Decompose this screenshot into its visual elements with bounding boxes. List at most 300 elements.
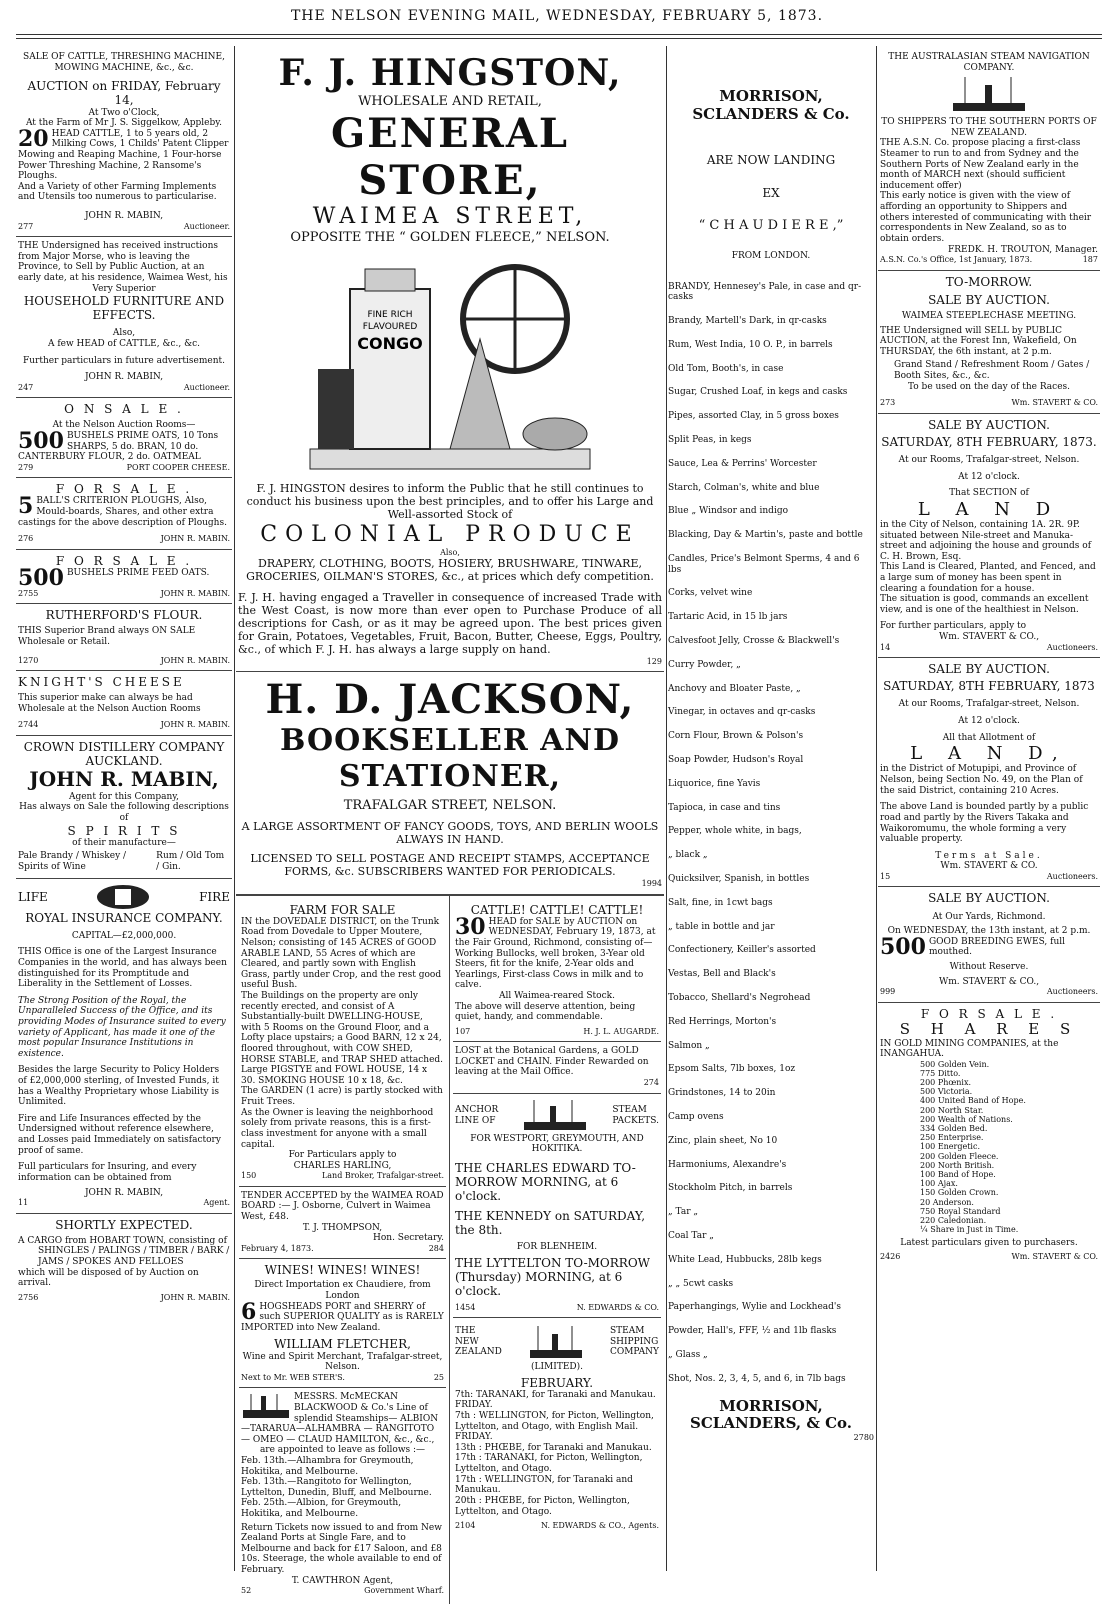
- list-item: „ Tar „: [668, 1207, 699, 1218]
- list-item: Salmon „: [668, 1040, 710, 1051]
- ad-text: F. J. HINGSTON desires to inform the Public that he still continues to conduct his business upon the best principles, and to offer his Large and Well-assorted Stock of: [246, 482, 654, 522]
- list-item: Curry Powder, „: [668, 659, 741, 670]
- list-item: Camp ovens: [668, 1111, 724, 1122]
- list-item: Calvesfoot Jelly, Crosse & Blackwell's: [668, 636, 840, 646]
- ad-text: Besides the large Security to Policy Holders of £2,000,000 sterling, of Invested Funds, it has a Wealthy Proprietary whose Liability is Unlimited.: [18, 1065, 220, 1108]
- ad-text: All that Allotment of: [942, 732, 1036, 743]
- ad-ref: 15: [880, 871, 891, 881]
- ad-text: 13th : PHŒBE, for Taranaki and Manukau.: [455, 1442, 652, 1453]
- ad-text: WAIMEA STEEPLECHASE MEETING.: [901, 310, 1077, 321]
- list-item: Blue „ Windsor and indigo: [668, 506, 789, 517]
- ad-text: At Our Yards, Richmond.: [932, 911, 1046, 922]
- ad-ref: 276: [18, 534, 34, 544]
- ad-signer: JOHN R. MABIN.: [160, 720, 230, 730]
- ad-farm: [239, 899, 446, 1187]
- ad-text: A CARGO from HOBART TOWN, consisting of: [18, 1235, 227, 1246]
- ad-ref: 2104: [455, 1521, 476, 1531]
- list-item: Vinegar, in octaves and qr-casks: [668, 707, 816, 718]
- ad-title: H. D. JACKSON,: [265, 675, 635, 723]
- tin-label: FLAVOURED: [362, 322, 418, 333]
- ad-ref: 1270: [18, 655, 39, 665]
- ad-text: IN GOLD MINING COMPANIES, at the INANGAHUA.: [880, 1038, 1059, 1060]
- ad-title: F. J. HINGSTON,: [278, 52, 622, 94]
- ad-role: Auctioneers.: [1046, 987, 1098, 997]
- shares-list: [880, 1060, 1098, 1235]
- split-columns: [236, 895, 664, 1604]
- list-item: „ Glass „: [668, 1349, 708, 1360]
- ad-title: S H A R E S: [899, 1019, 1079, 1038]
- steamship-icon: [526, 1322, 586, 1362]
- ad-heading: SALE BY AUCTION.: [928, 662, 1050, 677]
- ad-signer: Wm. STAVERT & CO.: [1011, 1251, 1098, 1261]
- list-item: Candles, Price's Belmont Sperms, 4 and 6 lbs: [668, 554, 860, 575]
- ad-signer: N. EDWARDS & CO.: [576, 1302, 659, 1312]
- list-item: Pepper, whole white, in bags,: [668, 826, 802, 837]
- ad-text: FROM LONDON.: [731, 251, 811, 262]
- ad-heading: RUTHERFORD'S FLOUR.: [45, 608, 203, 623]
- list-item: Old Tom, Booth's, in case: [668, 363, 784, 374]
- list-item: Red Herrings, Morton's: [668, 1016, 777, 1027]
- ad-cattle-sale: [16, 48, 232, 237]
- ad-text: 20th : PHŒBE, for Picton, Wellington, Lyttelton, and Otago.: [455, 1495, 630, 1517]
- ad-text: 17th : TARANAKI, for Picton, Wellington, Lyttelton, and Otago.: [455, 1453, 643, 1475]
- list-item: „ black „: [668, 850, 708, 861]
- ad-signer: Wm. STAVERT & CO.: [940, 861, 1038, 872]
- list-item: Vestas, Bell and Black's: [668, 969, 776, 980]
- ad-text: At our Rooms, Trafalgar-street, Nelson.: [898, 454, 1080, 465]
- ad-text: SHIPPING: [609, 1336, 659, 1347]
- list-item: „ table in bottle and jar: [668, 921, 775, 932]
- list-item: Tartaric Acid, in 15 lb jars: [668, 612, 788, 623]
- ad-role: Auctioneers.: [1046, 871, 1098, 881]
- column-2: [236, 48, 664, 1596]
- ad-lost: [453, 1042, 661, 1093]
- ad-text: Agent for this Company,: [68, 791, 180, 802]
- ad-text: At the Farm of Mr J. S. Siggelkow, Appleby.: [25, 118, 223, 129]
- ad-heading: SHORTLY EXPECTED.: [55, 1217, 193, 1232]
- ad-signer: JOHN R. MABIN,: [84, 211, 164, 222]
- ad-text: A.S.N. Co.'s Office, 1st January, 1873.: [880, 255, 1033, 265]
- list-item: Powder, Hall's, FFF, ½ and 1lb flasks: [668, 1326, 837, 1337]
- tin-label: CONGO: [357, 334, 423, 354]
- list-item: Epsom Salts, 7lb boxes, 1oz: [668, 1064, 796, 1075]
- ad-text: This superior make can always be had Wholesale at the Nelson Auction Rooms: [18, 693, 201, 714]
- list-item: 750 Royal Standard: [920, 1206, 1001, 1216]
- ad-list: Pale Brandy / Whiskey / Spirits of Wine: [18, 851, 127, 872]
- list-item: 200 North Star.: [920, 1105, 984, 1115]
- ad-text: ANCHOR: [455, 1104, 499, 1115]
- ad-text: LINE OF: [455, 1115, 496, 1126]
- royal-arms-icon: [93, 883, 153, 911]
- column-rule: [876, 46, 877, 1571]
- ad-text: At 12 o'clock.: [958, 471, 1020, 482]
- masthead-rule: [16, 34, 1102, 35]
- ad-text: For further particulars, apply to: [880, 621, 1027, 632]
- ad-role: Auctioneer.: [183, 221, 230, 231]
- ad-text: THE A.S.N. Co. propose placing a first-class Steamer to run to and from Sydney and the Southern Ports of New Zealand early in the month of MARCH next (should sufficient inducement offer): [880, 138, 1081, 191]
- list-item: Split Peas, in kegs: [668, 435, 752, 446]
- ad-title: L A N D,: [910, 743, 1068, 765]
- ad-text: The above will deserve attention, being quiet, handy, and commendable.: [455, 1001, 636, 1023]
- ad-heading: SALE BY AUCTION.: [928, 891, 1050, 906]
- ad-cheese: [16, 671, 232, 736]
- ad-text: The Buildings on the property are only recently erected, and consist of A Substantially-built DWELLING-HOUSE, with 5 Rooms on the Ground Floor, and a Lofty place upstairs; a Good BARN, 12 x 24, floored throughout, with COW SHED, HORSE STABLE, and TRAP SHED attached. Large PIGSTYE and FOWL HOUSE, 14 x 30. SMOKING HOUSE 10 x 18, &c.: [241, 991, 444, 1086]
- ad-text: Next to Mr. WEB STER'S.: [241, 1372, 345, 1382]
- ad-text: THIS Office is one of the Largest Insurance Companies in the world, and has always been distinguished for its Promptitude and Liberality in the Settlement of Losses.: [18, 947, 227, 990]
- right-subcolumn: [450, 896, 664, 1604]
- ad-text: LIFE: [18, 889, 48, 904]
- ad-text: IN the DOVEDALE DISTRICT, on the Trunk Road from Dovedale to Upper Moutere, Nelson; consisting of 145 ACRES of GOOD ARABLE LAND, 55 Acres of which are Cleared, and partly sown with English Grass, partly under Crop, and the rest good useful Bush.: [241, 916, 442, 991]
- ad-heading: FARM FOR SALE: [289, 902, 396, 917]
- ad-text: Terms at Sale.: [935, 850, 1043, 861]
- list-item: Harmoniums, Alexandre's: [668, 1159, 787, 1170]
- ad-heading: THE AUSTRALASIAN STEAM NAVIGATION COMPANY.: [888, 52, 1090, 73]
- masthead-rule-2: [16, 38, 1102, 39]
- ad-tender: [239, 1187, 446, 1259]
- ad-date: February 4, 1873.: [241, 1243, 314, 1253]
- ad-text: THIS Superior Brand always ON SALE Wholesale or Retail.: [18, 626, 196, 647]
- ad-household: [16, 237, 232, 398]
- list-item: Zinc, plain sheet, No 10: [668, 1135, 778, 1146]
- list-item: 200 Phœnix.: [920, 1078, 972, 1088]
- ad-signer: Wm. STAVERT & CO.: [1011, 398, 1098, 408]
- ad-land-motupipi: [878, 658, 1100, 887]
- ad-heading: SALE BY AUCTION.: [928, 417, 1050, 432]
- ad-text: At Two o'Clock,: [88, 107, 160, 118]
- list-item: Pipes, assorted Clay, in 5 gross boxes: [668, 411, 839, 422]
- ad-role: Wine and Spirit Merchant, Trafalgar-street, Nelson.: [242, 1351, 443, 1373]
- list-item: Corn Flour, Brown & Polson's: [668, 731, 804, 742]
- list-item: Rum, West India, 10 O. P., in barrels: [668, 339, 833, 350]
- ad-text: are appointed to leave as follows :—: [259, 1445, 426, 1456]
- ad-ref: 14: [880, 642, 891, 652]
- ad-text: The situation is good, commands an excellent view, and is one of the healthiest in Nelson.: [880, 594, 1089, 615]
- ad-ref: 2755: [18, 588, 39, 598]
- list-item: Shot, Nos. 2, 3, 4, 5, and 6, in 7lb bags: [668, 1373, 846, 1384]
- ad-text: TRAFALGAR STREET, NELSON.: [343, 797, 557, 813]
- ad-text: 17th : WELLINGTON, for Taranaki and Manukau.: [455, 1474, 633, 1496]
- list-item: Liquorice, fine Yavis: [668, 778, 761, 789]
- ad-insurance: [16, 879, 232, 1214]
- ad-title: COLONIAL PRODUCE: [260, 522, 640, 548]
- ad-text: Also,: [440, 548, 460, 558]
- ad-text: FIRE: [199, 889, 230, 904]
- ad-signer: JOHN R. MABIN.: [160, 1292, 230, 1302]
- ad-signer: N. EDWARDS & CO., Agents.: [540, 1521, 659, 1531]
- ad-signer: WILLIAM FLETCHER,: [274, 1337, 411, 1352]
- list-item: Coal Tar „: [668, 1230, 714, 1241]
- ad-text: BUSHELS PRIME OATS, 10 Tons SHARPS, 5 do. BRAN, 10 do. CANTERBURY FLOUR, 2 do. OATMEAL: [18, 431, 219, 463]
- ad-ewes: [878, 887, 1100, 1002]
- ad-text: THE LYTTELTON TO-MORROW (Thursday) MORNING, at 6 o'clock.: [455, 1256, 651, 1299]
- ad-text: To be used on the day of the Races.: [907, 381, 1071, 392]
- ad-text: Full particulars for Insuring, and every information can be obtained from: [18, 1162, 197, 1183]
- ad-ref: 52: [241, 1586, 252, 1596]
- list-item: 200 Golden Fleece.: [920, 1151, 999, 1161]
- ad-text: THE KENNEDY on SATURDAY, the 8th.: [455, 1209, 646, 1238]
- ad-ref: 150: [241, 1171, 257, 1181]
- ad-ref: 1994: [641, 879, 662, 889]
- ad-ref: 284: [428, 1243, 444, 1253]
- column-1: [16, 48, 232, 1568]
- ad-ref: 279: [18, 462, 34, 472]
- ad-text: THE CHARLES EDWARD TO-MORROW MORNING, at 6 o'clock.: [455, 1160, 636, 1204]
- ad-text: TO SHIPPERS TO THE SOUTHERN PORTS OF NEW ZEALAND.: [881, 117, 1097, 138]
- ad-heading: WINES! WINES! WINES!: [264, 1263, 421, 1278]
- ad-signer: H. J. L. AUGARDE.: [583, 1026, 659, 1036]
- ad-text: BALL'S CRITERION PLOUGHS, Also, Mould-boards, Shares, and other extra castings for the above description of Ploughs.: [18, 496, 227, 528]
- list-item: Tobacco, Shellard's Negrohead: [668, 992, 811, 1003]
- ad-role: Land Broker, Trafalgar-street.: [321, 1171, 444, 1181]
- list-item: White Lead, Hubbucks, 28lb kegs: [668, 1254, 822, 1265]
- ad-heading: KNIGHT'S CHEESE: [18, 675, 185, 690]
- list-item: Stockholm Pitch, in barrels: [668, 1183, 793, 1194]
- tea-canister-illustration: [310, 249, 590, 479]
- ad-land-nelson: [878, 414, 1100, 659]
- list-item: Brandy, Martell's Dark, in qr-casks: [668, 316, 827, 327]
- ad-ref: 2756: [18, 1292, 39, 1302]
- ad-nz-steam: [453, 1318, 661, 1536]
- ad-text: OPPOSITE THE “ GOLDEN FLEECE,” NELSON.: [290, 230, 610, 246]
- ad-text: At 12 o'clock.: [958, 716, 1020, 727]
- ad-role: Hon. Secretary.: [373, 1233, 444, 1244]
- ad-text: The Strong Position of the Royal, the Unparalleled Success of the Office, and its providing Modes of Insurance suited to every variety of Applicant, has made it one of the most popular Insurance Institutions in existence.: [18, 995, 226, 1059]
- list-item: 500 Victoria.: [920, 1087, 973, 1097]
- tin-label: FINE RICH: [367, 310, 413, 321]
- ad-text: 7th: TARANAKI, for Taranaki and Manukau. FRIDAY.: [455, 1389, 656, 1411]
- ad-text: PORT COOPER CHEESE.: [126, 462, 230, 472]
- ad-flour: [16, 604, 232, 671]
- ad-text: THE Undersigned will SELL by PUBLIC AUCTION, at the Forest Inn, Wakefield, On THURSDAY, the 6th instant, at 2 p.m.: [880, 325, 1077, 357]
- ad-text: Latest particulars given to purchasers.: [900, 1238, 1078, 1249]
- ad-ref: 25: [433, 1372, 444, 1382]
- list-item: 100 Energetic.: [920, 1142, 981, 1152]
- ad-heading: CATTLE! CATTLE! CATTLE!: [470, 902, 644, 917]
- ad-text: EX: [762, 185, 780, 200]
- ad-text: A few HEAD of CATTLE, &c., &c.: [47, 339, 201, 350]
- ad-text: The GARDEN (1 acre) is partly stocked with Fruit Trees.: [241, 1086, 443, 1108]
- ad-text: HEAD for SALE by AUCTION on WEDNESDAY, February 19, 1873, at the Fair Ground, Richmond, consisting of— Working Bullocks, well broken, 3-Year old Steers, fit for the knife, 2-Year olds and Yearlings, First-class Cows in milk and to calve.: [455, 916, 656, 991]
- ad-heading: F O R S A L E .: [55, 482, 193, 497]
- ad-role: Auctioneers.: [1046, 642, 1098, 652]
- list-item: Sauce, Lea & Perrins' Worcester: [668, 458, 817, 469]
- ad-ref: 274: [643, 1078, 659, 1088]
- list-item: Salt, fine, in 1cwt bags: [668, 897, 773, 908]
- ad-signer: T. CAWTHRON Agent,: [291, 1575, 394, 1586]
- ad-distillery: [16, 736, 232, 879]
- ad-steeplechase: [878, 271, 1100, 414]
- ad-signer: JOHN R. MABIN,: [84, 1187, 164, 1198]
- ad-text: That SECTION of: [949, 488, 1029, 499]
- masthead: THE NELSON EVENING MAIL, WEDNESDAY, FEBRUARY 5, 1873.: [290, 8, 824, 24]
- ad-text: 7th : WELLINGTON, for Picton, Wellington, Lyttelton, and Otago, with English Mail. FRIDAY.: [455, 1411, 654, 1443]
- ad-ref: 129: [646, 656, 662, 666]
- ad-anchor: [453, 1094, 661, 1319]
- list-item: 220 Caledonian.: [920, 1215, 987, 1225]
- list-item: Starch, Colman's, white and blue: [668, 482, 820, 493]
- ad-signer: CHARLES HARLING,: [293, 1160, 392, 1171]
- ad-signer: FREDK. H. TROUTON, Manager.: [948, 244, 1098, 255]
- ad-on-sale: [16, 398, 232, 478]
- ad-text: THE: [455, 1326, 476, 1337]
- ad-cattle: [453, 899, 661, 1043]
- list-item: 150 Golden Crown.: [920, 1188, 999, 1198]
- ad-ref: 273: [880, 398, 896, 408]
- ad-text: “ C H A U D I E R E ,”: [698, 217, 844, 233]
- ad-signer: JOHN R. MABIN.: [160, 534, 230, 544]
- ad-role: Agent.: [203, 1198, 230, 1208]
- ad-list: Grand Stand / Refreshment Room / Gates / Booth Sites, &c., &c.: [894, 360, 1090, 381]
- list-item: 334 Golden Bed.: [920, 1124, 988, 1134]
- ad-ref: 2426: [880, 1251, 901, 1261]
- ad-text: Direct Importation ex Chaudiere, from London: [254, 1280, 431, 1302]
- ad-number: 500: [18, 428, 64, 455]
- ad-number: 20: [18, 125, 49, 152]
- ad-text: COMPANY: [609, 1347, 659, 1358]
- ad-text: STEAM: [612, 1104, 647, 1115]
- ad-text: Further particulars in future advertisement.: [22, 355, 225, 366]
- ad-heading: ROYAL INSURANCE COMPANY.: [25, 910, 223, 925]
- ad-number: 500: [18, 564, 64, 591]
- list-item: 400 United Band of Hope.: [920, 1096, 1026, 1106]
- ad-wines: [239, 1259, 446, 1388]
- ad-heading: TO-MORROW.: [945, 274, 1033, 289]
- ad-text: DRAPERY, CLOTHING, BOOTS, HOSIERY, BRUSHWARE, TINWARE, GROCERIES, OILMAN'S STORES, &c., at prices which defy competition.: [246, 556, 654, 583]
- ad-ref: 107: [455, 1026, 471, 1036]
- ad-text: PACKETS.: [612, 1115, 659, 1126]
- ad-heading: O N S A L E .: [64, 402, 184, 417]
- ad-ref: 999: [880, 987, 896, 997]
- steamship-icon: [241, 1392, 291, 1422]
- ad-text: This early notice is given with the view of affording an opportunity to Shippers and others interested of communicating with their correspondents in New Zealand, so as to obtain orders.: [880, 191, 1092, 244]
- ad-ref: 187: [1082, 255, 1098, 265]
- ad-text: Very Superior: [92, 283, 156, 294]
- list-item: Paperhangings, Wylie and Lockhead's: [668, 1302, 841, 1313]
- ad-shortly: [16, 1214, 232, 1308]
- ad-list: SHINGLES / PALINGS / TIMBER / BARK / JAMS / SPOKES AND FELLOES: [38, 1246, 230, 1267]
- ad-heading: FEBRUARY.: [520, 1375, 594, 1390]
- list-item: Sugar, Crushed Loaf, in kegs and casks: [668, 387, 848, 398]
- ad-signer: JOHN R. MABIN.: [160, 588, 230, 598]
- ad-text: And a Variety of other Farming Implements and Utensils too numerous to particularise.: [18, 181, 217, 203]
- ad-text: of their manufacture—: [72, 837, 176, 848]
- ad-ref: 247: [18, 382, 34, 392]
- list-item: ¼ Share in Just in Time.: [920, 1225, 1019, 1235]
- ad-text: Return Tickets now issued to and from New Zealand Ports at Single Fare, and to Melbourne and back for £17 Saloon, and £8 10s. Steerage, the whole available to end of February.: [241, 1522, 442, 1576]
- ad-asn: [878, 48, 1100, 271]
- list-item: Anchovy and Bloater Paste, „: [668, 683, 801, 694]
- list-item: „ „ 5cwt casks: [668, 1278, 734, 1289]
- column-rule: [234, 46, 235, 1571]
- ad-text: in the District of Motupipi, and Province of Nelson, being Section No. 49, on the Plan of the said District, containing 210 Acres.: [880, 764, 1083, 796]
- ad-text: THE Undersigned has received instructions from Major Morse, who is leaving the Province, to Sell by Public Auction, at an early date, at his residence, Waimea West, his: [18, 241, 228, 283]
- list-item: Tapioca, in case and tins: [668, 802, 781, 813]
- ad-text: At the Nelson Auction Rooms—: [52, 420, 196, 431]
- ad-title: MORRISON, SCLANDERS, & Co.: [690, 1396, 852, 1433]
- ad-ref: 2780: [853, 1432, 874, 1442]
- ad-text: Feb. 13th.—Rangitoto for Wellington, Lyttelton, Dunedin, Bluff, and Melbourne.: [241, 1477, 432, 1498]
- ad-number: 6: [241, 1298, 257, 1325]
- ad-text: For Particulars apply to: [288, 1150, 397, 1161]
- list-item: 200 Wealth of Nations.: [920, 1114, 1013, 1124]
- ad-text: At our Rooms, Trafalgar-street, Nelson.: [898, 699, 1080, 710]
- ad-text: Also,: [112, 328, 136, 339]
- ad-text: HOGSHEADS PORT and SHERRY of such SUPERIOR QUALITY as is RARELY IMPORTED into New Zealand.: [241, 1301, 444, 1333]
- ad-role: Government Wharf.: [364, 1586, 444, 1596]
- ad-text: A LARGE ASSORTMENT OF FANCY GOODS, TOYS, AND BERLIN WOOLS ALWAYS IN HAND.: [241, 820, 659, 847]
- ad-text: BUSHELS PRIME FEED OATS.: [66, 567, 210, 578]
- ad-text: MESSRS. McMECKAN BLACKWOOD & Co.'s Line of splendid Steamships— ALBION—TARARUA—ALHAMBRA — RANGITOTO — OMEO — CLAUD HAMILTON, &c., &c.,: [241, 1392, 439, 1445]
- ad-text: HEAD CATTLE, 1 to 5 years old, 2 Milking Cows, 1 Childs' Patent Clipper Mowing and Reaping Machine, 1 Four-horse Power Threshing Machine, 2 Ransome's Ploughs.: [18, 128, 229, 182]
- ad-title: MORRISON, SCLANDERS & Co.: [692, 87, 850, 123]
- ad-heading: SALE OF CATTLE, THRESHING MACHINE, MOWING MACHINE, &c., &c.: [23, 52, 225, 73]
- ad-text: NEW: [455, 1336, 479, 1347]
- ad-text: All Waimea-reared Stock.: [499, 991, 615, 1001]
- list-item: 100 Band of Hope.: [920, 1169, 996, 1179]
- ad-ref: 2744: [18, 720, 39, 730]
- steamship-icon: [949, 75, 1029, 115]
- ad-text: This Land is Cleared, Planted, and Fenced, and a large sum of money has been spent in clearing a foundation for a house.: [880, 562, 1096, 594]
- ad-text: which will be disposed of by Auction on arrival.: [18, 1267, 199, 1289]
- ad-ref: 1454: [455, 1302, 476, 1312]
- ad-text: ZEALAND: [455, 1347, 502, 1358]
- ad-text: On WEDNESDAY, the 13th instant, at 2 p.m.: [887, 926, 1091, 937]
- ad-text: (LIMITED).: [531, 1362, 583, 1373]
- goods-list: [668, 282, 874, 1385]
- column-rule: [666, 46, 667, 1571]
- ad-text: Fire and Life Insurances effected by the Undersigned without reference elsewhere, and Losses paid Immediately on satisfactory proof of same.: [18, 1113, 221, 1156]
- ad-text: FOR WESTPORT, GREYMOUTH, AND HOKITIKA.: [470, 1133, 644, 1155]
- column-4: [878, 48, 1100, 1568]
- ad-text: Without Reserve.: [949, 962, 1029, 972]
- ad-ploughs: [16, 478, 232, 549]
- list-item: 100 Ajax.: [920, 1179, 958, 1189]
- list-item: 500 Golden Vein.: [920, 1059, 990, 1069]
- ad-ref: 277: [18, 221, 34, 231]
- ad-role: Auctioneer.: [183, 382, 230, 392]
- ad-text: WAIMEA STREET,: [312, 204, 588, 230]
- ad-text: FOR BLENHEIM.: [516, 1241, 598, 1252]
- ad-text: WHOLESALE AND RETAIL,: [358, 94, 542, 110]
- ad-text: SATURDAY, 8TH FEBRUARY, 1873.: [881, 434, 1097, 449]
- ad-title: BOOKSELLER AND STATIONER,: [280, 723, 620, 794]
- ad-heading: SALE BY AUCTION.: [928, 292, 1050, 307]
- ad-number: 500: [880, 933, 926, 960]
- list-item: 200 North British.: [920, 1160, 995, 1170]
- ad-text: As the Owner is leaving the neighborhood solely from private reasons, this is a first-class investment for anyone with a small capital.: [241, 1107, 434, 1150]
- list-item: Blacking, Day & Martin's, paste and bottle: [668, 530, 863, 541]
- ad-text: TENDER ACCEPTED by the WAIMEA ROAD BOARD :— J. Osborne, Culvert in Waimea West, £48.: [241, 1190, 444, 1223]
- ad-oats: [16, 550, 232, 604]
- ad-title: JOHN R. MABIN,: [29, 767, 219, 792]
- list-item: 20 Anderson.: [920, 1197, 974, 1207]
- ad-hingston: [236, 48, 664, 672]
- ad-text: SATURDAY, 8TH FEBRUARY, 1873: [883, 679, 1095, 694]
- list-item: Grindstones, 14 to 20in: [668, 1088, 776, 1099]
- ad-heading: F O R S A L E .: [920, 1006, 1058, 1021]
- ad-text: ARE NOW LANDING: [706, 153, 836, 168]
- store-illustration: [310, 249, 590, 479]
- steamship-icon: [520, 1098, 590, 1134]
- ad-signer: JOHN R. MABIN.: [160, 655, 230, 665]
- ad-title: GENERAL STORE,: [330, 109, 570, 204]
- ad-text: The above Land is bounded partly by a public road and partly by the Rivers Takaka and Waikoromumu, the whole forming a very valuable property.: [880, 802, 1089, 845]
- ad-text: AUCTION on FRIDAY, February 14,: [27, 79, 221, 108]
- list-item: Soap Powder, Hudson's Royal: [668, 754, 804, 765]
- ad-jackson: [236, 672, 664, 895]
- ad-signer: JOHN R. MABIN,: [84, 372, 164, 383]
- list-item: 775 Ditto.: [920, 1068, 961, 1078]
